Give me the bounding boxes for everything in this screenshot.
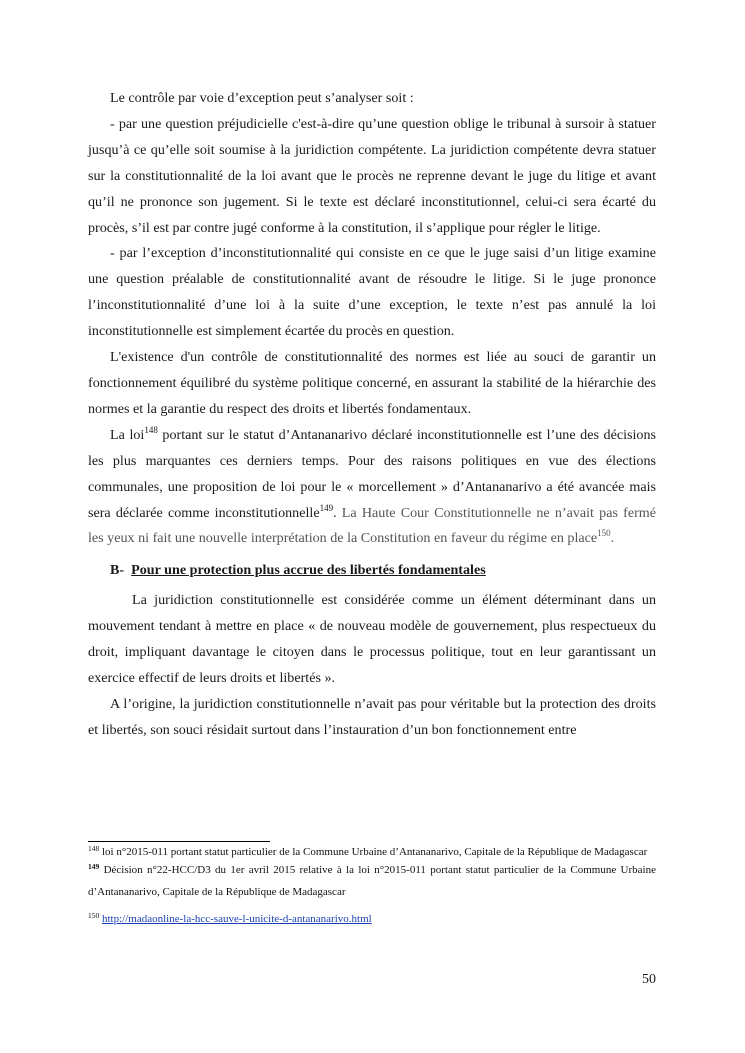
- text-segment: La loi: [110, 426, 145, 443]
- section-heading: [110, 558, 656, 584]
- footnote-link[interactable]: http://madaonline-la-hcc-sauve-l-unicite-d-antananarivo.html: [102, 913, 372, 925]
- text-segment: .: [333, 504, 342, 521]
- footnote-number: 149: [88, 862, 100, 871]
- section-heading-prefix: B-: [110, 562, 125, 579]
- footnote-number: 148: [88, 844, 100, 853]
- footnote-text: loi n°2015-011 portant statut particulier de la Commune Urbaine d’Antananarivo, Capitale de la République de Madagascar: [99, 846, 648, 858]
- text-segment: portant sur le statut d’Antananarivo déclaré inconstitutionnelle est l’une des décisions les plus marquantes ces derniers temps. Pour des raisons politiques en vue des élections communales, une proposition de loi pour le « morcellement » d’Antananarivo a été avancée mais sera déclarée comme inconstitutionnelle: [88, 426, 656, 521]
- footnote-ref-150[interactable]: 150: [597, 528, 611, 539]
- text-segment-grey: La Haute Cour Constitutionnelle ne n’avait pas fermé les yeux ni fait une nouvelle interprétation de la Constitution en faveur du régime en place: [88, 504, 656, 547]
- footnotes: [88, 846, 656, 926]
- paragraph-prejudicial-question: - par une question préjudicielle c'est-à-dire qu’une question oblige le tribunal à sursoir à statuer jusqu’à ce qu’elle soit soumise à la juridiction compétente. La juridiction compétente devra statuer sur la constitutionnalité de la loi avant que le procès ne reprenne devant le juge du litige et avant qu’il ne prononce son jugement. Si le texte est déclaré inconstitutionnel, celui-ci sera écarté du procès, s’il est par contre jugé conforme à la constitution, il s’applique pour régler le litige.: [88, 115, 656, 236]
- paragraph-antananarivo-law: [88, 423, 656, 553]
- footnote-148: [88, 846, 656, 859]
- paragraph-origin: A l’origine, la juridiction constitutionnelle n’avait pas pour véritable but la protection des droits et libertés, son souci résidait surtout dans l’instauration d’un bon fonctionnement entre: [88, 695, 656, 738]
- paragraph-constitutional-jurisdiction: La juridiction constitutionnelle est considérée comme un élément déterminant dans un mouvement tendant à mettre en place « de nouveau modèle de gouvernement, plus respectueux du droit, impliquant davantage le citoyen dans le processus politique, tout en leur garantissant un exercice effectif de leurs droits et libertés ».: [88, 592, 656, 686]
- footnote-separator: [88, 841, 270, 842]
- footnote-text: Décision n°22-HCC/D3 du 1er avril 2015 relative à la loi n°2015-011 portant statut particulier de la Commune Urbaine d’Antananarivo, Capitale de la République de Madagascar: [88, 864, 656, 898]
- paragraph-existence-control: L'existence d'un contrôle de constitutionnalité des normes est liée au souci de garantir un fonctionnement équilibré du système politique concerné, en assurant la stabilité de la hiérarchie des normes et la garantie du respect des droits et libertés fondamentaux.: [88, 349, 656, 417]
- paragraph-intro: Le contrôle par voie d’exception peut s’analyser soit :: [110, 90, 414, 106]
- footnote-149: [88, 859, 656, 903]
- text-segment-grey: .: [610, 530, 615, 547]
- section-heading-title: Pour une protection plus accrue des libertés fondamentales: [131, 562, 486, 579]
- footnote-ref-149[interactable]: 149: [319, 502, 334, 513]
- footnote-number: 150: [88, 911, 100, 920]
- page-number: 50: [642, 972, 656, 987]
- paragraph-exception-unconstitutionality: - par l’exception d’inconstitutionnalité qui consiste en ce que le juge saisi d’un litige examine une question préalable de constitutionnalité avant de résoudre le litige. Si le juge prononce l’inconstitutionnalité d’une loi à la suite d’une exception, le texte n’est pas annulé la loi inconstitutionnelle est simplement écartée du procès en question.: [88, 245, 656, 340]
- footnote-ref-148[interactable]: 148: [144, 424, 158, 435]
- document-body: [88, 86, 656, 744]
- footnote-150: [88, 913, 656, 926]
